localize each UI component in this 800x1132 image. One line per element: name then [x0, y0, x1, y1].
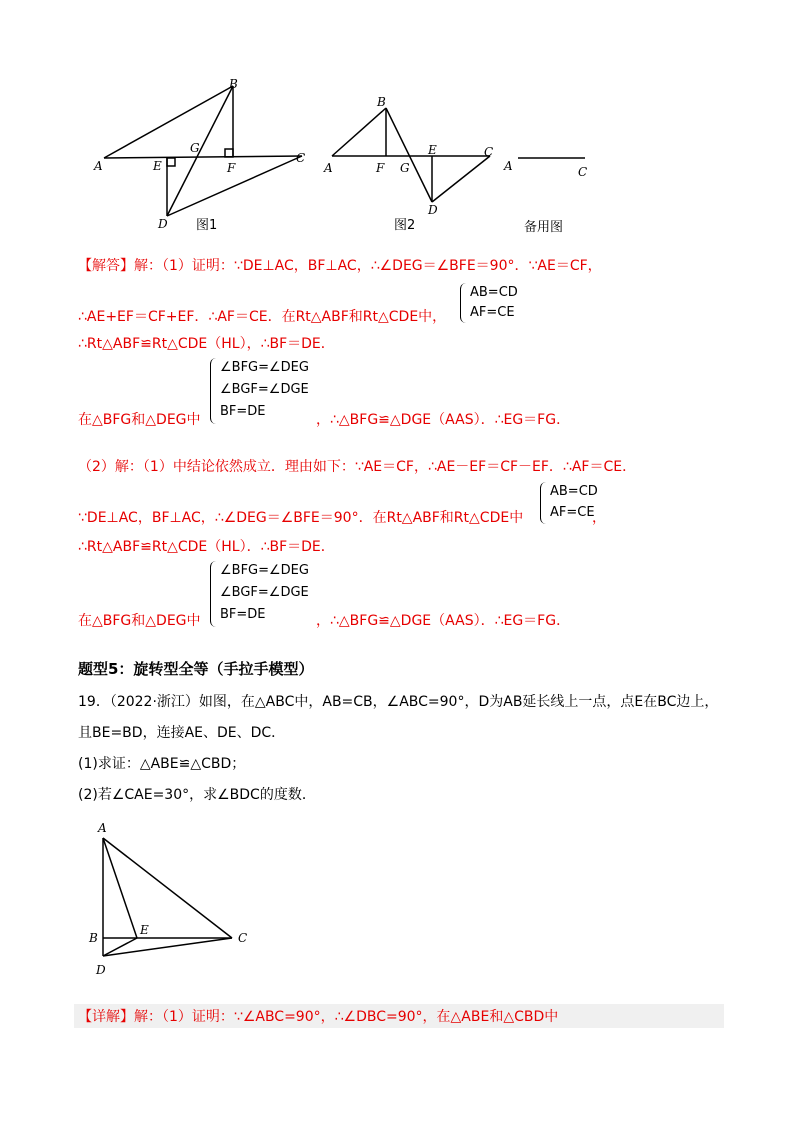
figure-3 — [500, 148, 600, 188]
fig2-label-a: A — [324, 161, 333, 175]
fig1-label-c: C — [296, 151, 306, 165]
system3-row-1: AB=CD — [550, 484, 598, 499]
figure-1 — [90, 76, 330, 236]
fig1-caption: 图1 — [196, 218, 218, 233]
fig3-label-c: C — [578, 165, 588, 179]
figure-4 — [86, 818, 256, 986]
problem-line-2: 且BE=BD，连接AE、DE、DC． — [78, 725, 286, 741]
system2-row-1: ∠BFG=∠DEG — [220, 360, 309, 375]
answer-line-4a: 在△BFG和△DEG中 — [78, 412, 201, 428]
system2-row-3: BF=DE — [220, 404, 266, 419]
fig3-label-a: A — [504, 159, 513, 173]
fig2-caption: 图2 — [394, 218, 416, 233]
system1-row-2: AF=CE — [470, 305, 515, 320]
fig1-label-e: E — [153, 159, 162, 173]
system2-row-2: ∠BGF=∠DGE — [220, 382, 309, 397]
figure-2 — [320, 94, 510, 224]
fig2-label-b: B — [377, 95, 386, 109]
answer-line-8b: ，∴△BFG≌△DGE（AAS）．∴EG＝FG． — [316, 613, 571, 629]
fig2-label-g: G — [400, 161, 410, 175]
system3-row-2: AF=CE — [550, 505, 595, 520]
problem-question-1: (1)求证：△ABE≌△CBD； — [78, 756, 246, 772]
answer-line-6: ∵DE⊥AC，BF⊥AC，∴∠DEG＝∠BFE＝90°．在Rt△ABF和Rt△CDE中 — [78, 510, 524, 526]
fig1-label-d: D — [158, 217, 168, 231]
fig4-label-e: E — [140, 923, 149, 937]
equation-system-2 — [210, 358, 320, 424]
fig1-label-b: B — [229, 77, 238, 91]
answer-line-7: ∴Rt△ABF≌Rt△CDE（HL）．∴BF＝DE． — [78, 539, 335, 555]
answer-line-6b: ， — [592, 510, 606, 526]
answer-line-3: ∴Rt△ABF≌Rt△CDE（HL），∴BF＝DE． — [78, 336, 335, 352]
fig1-label-a: A — [94, 159, 103, 173]
fig4-label-c: C — [238, 931, 248, 945]
answer-line-2: ∴AE+EF＝CF+EF．∴AF＝CE．在Rt△ABF和Rt△CDE中， — [78, 309, 447, 325]
answer-line-8a: 在△BFG和△DEG中 — [78, 613, 201, 629]
fig1-label-f: F — [227, 161, 236, 175]
fig2-label-f: F — [376, 161, 385, 175]
fig4-label-b: B — [89, 931, 98, 945]
equation-system-4 — [210, 561, 320, 627]
fig4-label-d: D — [96, 963, 106, 977]
equation-system-1 — [460, 283, 540, 323]
fig1-label-g: G — [190, 141, 200, 155]
answer-line-5: （2）解：（1）中结论依然成立．理由如下：∵AE＝CF，∴AE－EF＝CF－EF．∴AF＝CE． — [78, 459, 637, 475]
answer-line-1: 【解答】解：（1）证明：∵DE⊥AC，BF⊥AC，∴∠DEG＝∠BFE＝90°．∵AE＝CF， — [78, 258, 602, 274]
fig2-label-d: D — [428, 203, 438, 217]
system1-row-1: AB=CD — [470, 285, 518, 300]
fig3-caption: 备用图 — [524, 220, 564, 235]
fig2-label-e: E — [428, 143, 437, 157]
answer-line-4b: ，∴△BFG≌△DGE（AAS）．∴EG＝FG． — [316, 412, 571, 428]
section-title: 题型5：旋转型全等（手拉手模型） — [78, 660, 314, 678]
problem-line-1: 19．（2022·浙江）如图，在△ABC中，AB=CB，∠ABC=90°，D为AB延长线上一点，点E在BC边上， — [78, 694, 719, 710]
system4-row-2: ∠BGF=∠DGE — [220, 585, 309, 600]
system4-row-1: ∠BFG=∠DEG — [220, 563, 309, 578]
system4-row-3: BF=DE — [220, 607, 266, 622]
problem-question-2: (2)若∠CAE=30°，求∠BDC的度数． — [78, 787, 316, 803]
detail-line-1: 【详解】解：（1）证明：∵∠ABC=90°，∴∠DBC=90°，在△ABE和△CBD中 — [78, 1009, 559, 1025]
fig4-label-a: A — [98, 821, 107, 835]
fig2-label-c: C — [484, 145, 494, 159]
equation-system-3 — [540, 482, 620, 524]
